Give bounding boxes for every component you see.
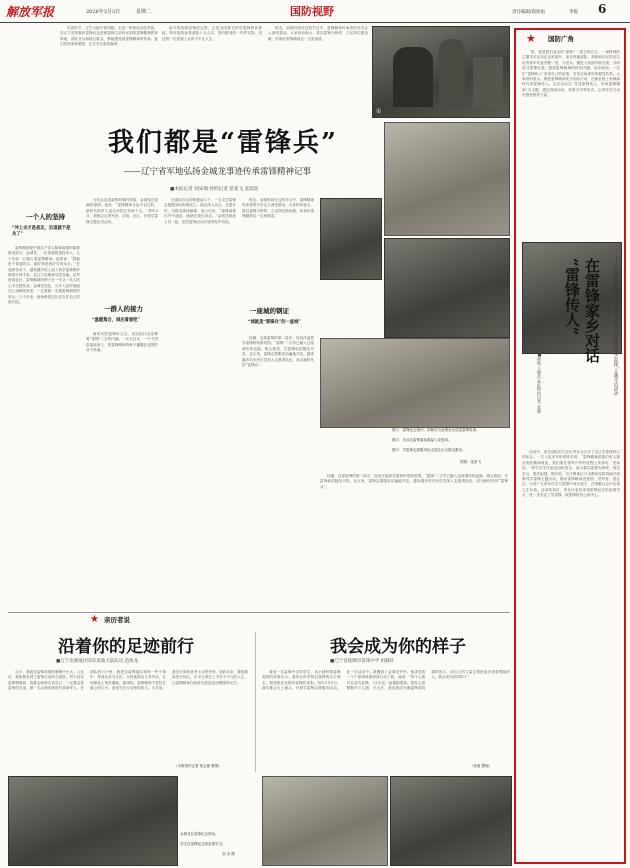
sidebar-title-2: “雷锋传人” (563, 258, 581, 336)
photo-3 (384, 122, 510, 236)
intro-column-1: 早春时节，辽宁大地乍寒回暖。走进一军营间大队军营，在辽宁省抚顺市雷锋纪念馆和雷锋生前所在团的雷锋精神教育阵地，部队官兵和辖区群众，都能感受到雷锋精神的传承。他们的故事和感悟，正在书写新的篇章。 (60, 26, 158, 47)
subhead-3: 一座城的钢证 (250, 307, 289, 315)
photo-caption-2: 图②：官兵在雷锋墓前重温入党誓词。 (392, 438, 452, 442)
sculpture-photo (372, 26, 510, 118)
bottom-photo-mid (262, 776, 388, 866)
band-label: 亲历者说 (104, 616, 130, 624)
photo-4 (384, 238, 510, 338)
headline-byline: ■本报记者 刘宋瑞 特约记者 范希飞 袁琰琰 (170, 187, 259, 192)
subhead-2: 一群人的接力 (104, 305, 143, 313)
article1-col1: 雷锋精神是中国共产党人精神谱系的重要组成部分。金城龙，一位普通的退役军人，几十年如一日践行着雷锋精神。他常说：“我就是个普通的兵，做好事是我应尽的本分。”在他的带动下，越来越多的人加入到学雷锋做好事的行列中来。从辽宁抚顺到全国各地，从军营到社区，雷锋精神的种子在一代又一代人的心中生根发芽。金城龙回忆，当年入伍时他就在心里暗暗发誓，一定要做一名像雷锋那样的好兵。几十年来，他始终把这句话当作自己的座右铭。 (8, 246, 80, 305)
article1-col2b: 新时代的雷锋传人们，用实际行动诠释着“雷锋”二字的内涵。一名名官兵、一个个团队接续奋斗，把雷锋精神的种子播撒在祖国的各个角落。 (86, 332, 158, 353)
photo-5 (320, 338, 510, 428)
story-left-byline: ■辽宁北部战区陆军某旅大队队员 范海龙 (56, 659, 139, 664)
sidebar-bottom-text: 活动中，来自部队的几位优秀官兵分享了自己学雷锋的心得体会。一名入伍多年的老班长说：“雷锋精神是我们军人最宝贵的精神财富，我们要在强军兴军的征程上传承好、发扬好。”青年学生代表也纷纷发言，表示要以雷锋为榜样，刻苦学习，报效祖国。据介绍，长沙警备区与市教育局将持续开展系列学雷锋主题活动，推动雷锋精神进校园、进军营、进社区，引导广大青年在学习雷锋中成长成才，在奉献社会中实现人生价值。活动结束后，青年代表们来到雷锋纪念馆参观学习，进一步坚定了学雷锋、做雷锋的信心和决心。 (522, 450, 620, 498)
photo-caption-1: 图①：雷锋纪念馆内，讲解员为参观官兵讲述雷锋故事。 (392, 428, 480, 432)
page-number: 6 (598, 2, 607, 16)
photo-caption-3: 图③：学雷锋志愿服务队走进社区为群众服务。 (392, 448, 466, 452)
photo-number-1: ① (376, 108, 382, 115)
article1-col4a: 校友。前段时间在这档节目中，雷锋精神传承者的分享让人深受感动。大家纷纷表示，要以雷锋为榜样，立足岗位做贡献，传承好雷锋精神这一宝贵财富。 (242, 198, 314, 219)
story-right-byline: ■辽宁省抚顺市雷锋中学 祖静轩 (330, 659, 395, 664)
band-star-icon: ★ (90, 614, 99, 625)
intro-column-3: 校友。前段时间在这档节目中，雷锋精神传承者的分享让人深受感动。大家纷纷表示，要以雷锋为榜样，立足岗位做贡献，传承好雷锋精神这一宝贵财富。 (268, 26, 368, 41)
article1-col5: 抚顺，这座雷锋的第二故乡，处处洋溢着学雷锋的浓厚氛围。“雷锋”二字早已融入这座城市的血脉。街头巷尾，学雷锋标语随处可见；社区里，雷锋志愿服务站遍地开花。越来越多的市民自觉加入志愿者队伍，成为新时代的“雷锋兵”。 (320, 474, 508, 489)
subhead-3-quote: “城就是“雷锋兵”的一座城” (248, 320, 301, 325)
sidebar-byline: ■徐敏 王瑞浩 本报特约记者 张静 (537, 352, 542, 413)
article1-col4: 抚顺，这座雷锋的第二故乡，处处洋溢着学雷锋的浓厚氛围。“雷锋”二字早已融入这座城市的血脉。街头巷尾，学雷锋标语随处可见；社区里，雷锋志愿服务站遍地开花。越来越多的市民自觉加入志愿者队伍，成为新时代的“雷锋兵”。 (242, 336, 314, 368)
subhead-2-quote: “温暖集合，城充着爱吧” (92, 318, 140, 323)
intro-column-2: 如今的抚顺雷锋纪念馆，已是全国著名的学雷锋教育基地，每年接待参观者数十万人次。馆内陈列的一件件实物，讲述着一位普通士兵的不平凡人生。 (162, 26, 262, 41)
column-divider (255, 632, 256, 772)
photo-2 (320, 198, 382, 280)
story-left-credit: （本报特约记者 郭志敏 整理） (174, 764, 222, 768)
sidebar-top-text: “看，他是我们身边的‘雷锋’！”春日的长沙，一场特别的主题寻访活动在这里展开。来自驻地部队、高校和社区的百名优秀青年代表齐聚一堂，与老兵、模范人物面对面交流，共同追寻雷锋足迹，感悟雷锋精神的时代内涵。活动现场，一位位“雷锋传人”讲述自己的故事，引发在场青年的强烈共鸣。大家纷纷表示，要把雷锋精神化为实际行动，在新征程上争做新时代的雷锋传人。这次活动以“对话雷锋传人、传承雷锋精神”为主题，通过现场访谈、故事分享等形式，让青年在互动中感受榜样力量。 (522, 50, 620, 98)
article1-col2: 为官兵讲述雷锋故事的时候，金城龙总是满怀深情。他说：“雷锋精神永远不会过时，新时代的军人更应该把它传承下去。”每年3月，他都会走进军营、学校、社区，开展学雷锋主题宣讲活动。 (86, 198, 158, 224)
sidebar-label: 国防广角 (548, 35, 574, 43)
bottom-photo-right (390, 776, 512, 866)
bottom-photo-left (8, 776, 178, 866)
headline: 我们都是“雷锋兵” (108, 128, 338, 158)
issue-date: 2026年3月3日 (86, 9, 121, 15)
bottom-caption-right: 学生在雷锋纪念馆参观学习。 (180, 842, 226, 846)
story-right-title: 我会成为你的样子 (330, 637, 466, 657)
photo-credit: 供图：范希飞 (460, 460, 481, 464)
article1-col3: 在部队官兵的积极参与下，一支支学雷锋志愿服务队相继成立。他们深入社区、走进乡村，为群众排忧解难。战士们说：“雷锋离我们并不遥远，他就在我们身边。”金城龙和战士们一起，把学雷锋活动开展得有声有色。 (164, 198, 236, 224)
section-band (8, 612, 510, 627)
newspaper-logo: 解放军报 (6, 5, 55, 19)
subhead-1: 一个人的坚持 (26, 213, 65, 221)
sidebar-subtitle: ——长沙警备区携手市教育局开展“百名优秀青年学雷锋”主题寻访活动 (613, 256, 618, 396)
story-right-text: 我是一名雷锋中学的学生，从小就听着雷锋叔叔的故事长大。我所在的学校以雷锋的名字命名，校园里处处都有雷锋的身影。每年3月5日，我们都会走上街头，开展学雷锋志愿服务活动。在一次活动中，我遇到了金城龙爷爷。他讲述的一个个雷锋故事深深打动了我。他说：“每个人都可以成为雷锋。”这句话一直激励着我。我在心里默默许下心愿：长大后，我也要成为像雷锋叔叔那样的人，用自己的力量去帮助更多需要帮助的人。我会成为你的样子！ (262, 670, 510, 691)
masthead (0, 0, 630, 23)
sidebar-title-1: 在雷锋家乡对话 (583, 258, 601, 363)
sidebar-box (514, 28, 626, 864)
bottom-caption-left: 金城龙在雷锋纪念馆前。 (180, 832, 219, 836)
section-title: 国防视野 (290, 5, 334, 18)
bottom-photo-credit: 刘 宋 摄 (222, 852, 235, 856)
editor-credit: 责任编辑/郑欣雨 (512, 10, 546, 15)
story-right-credit: （张毅 整理） (470, 764, 493, 768)
proof-credit: 李悦 (569, 10, 578, 15)
subhead-1-quote: “冲上去才是战友，后退就不是兵了” (12, 226, 71, 237)
star-icon: ★ (526, 32, 536, 45)
issue-weekday: 星期二 (136, 9, 152, 15)
story-left-text: 从小，我就在雷锋故事的熏陶中长大。入伍后，我如愿来到了雷锋生前所在部队。每当站在雷锋塑像前，我都会暗暗告诉自己：一定要沿着雷锋的足迹，做一名合格的新时代革命军人。在部队的日子里，我把学雷锋落实到每一件小事中：帮战友补习文化、为驻地群众义务劳动、在训练场上刻苦磨砺。我深知，雷锋精神不是挂在墙上的口号，而是写在行动里的担当。几年来，我先后荣获优秀士兵等荣誉。面向未来，我将继续坚守初心，在平凡岗位上书写不平凡的人生，让雷锋精神在新时代绽放更加璀璨的光芒。 (8, 670, 248, 691)
headline-subtitle: ——辽宁省军地弘扬金城龙事迹传承雷锋精神记事 (124, 167, 312, 177)
story-left-title: 沿着你的足迹前行 (58, 637, 194, 657)
